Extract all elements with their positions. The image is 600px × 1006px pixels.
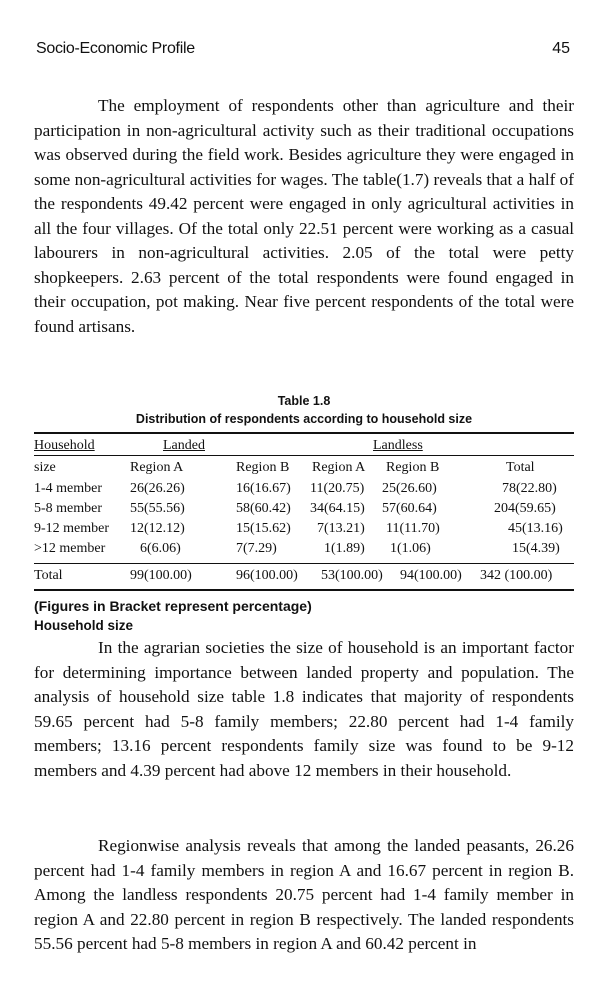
header-rule xyxy=(34,455,574,456)
table-cell-landless-a: 7(13.21) xyxy=(317,521,365,536)
col-header-total: Total xyxy=(506,460,535,475)
table-cell-size: 9-12 member xyxy=(34,521,110,536)
paragraph-text: In the agrarian societies the size of household is an important factor for determining importance between landed property and population. The analysis of household size table 1.8 indicates that majority of respondents 59.65 percent had 5-8 family members; 22.80 percent had 1-4 family members; 13.16 percent respondents family size was found to be 9-12 members and 4.39 percent had above 12 members in their household. xyxy=(34,638,574,780)
table-note: (Figures in Bracket represent percentage) xyxy=(34,598,312,614)
section-heading: Household size xyxy=(34,618,134,633)
table-cell-landed-a: 26(26.26) xyxy=(130,481,185,496)
table-cell-landless-a: 1(1.89) xyxy=(324,541,365,556)
table-cell-landed-a: 6(6.06) xyxy=(140,541,181,556)
paragraph-text: Regionwise analysis reveals that among the landed peasants, 26.26 percent had 1-4 family members in region A and 16.67 percent in region B. Among the landless respondents 20.75 percent had 1-4 family member in region A and 22.80 percent in region B respectively. The landed respondents 55.56 percent had 5-8 members in region A and 60.42 percent in xyxy=(34,836,574,953)
table-cell-size: 1-4 member xyxy=(34,481,103,496)
table-top-rule xyxy=(34,432,574,434)
paragraph-text: The employment of respondents other than agriculture and their participation in non-agricultural activity such as their traditional occupations was observed during the field work. Besides agriculture they were engaged in some non-agricultural activities for wages. The table(1.7) reveals that a half of the respondents 49.42 percent were engaged in only agricultural activities in all the four villages. Of the total only 22.51 percent were working as a casual labourers in non-agricultural activities. 2.05 of the total were petty shopkeepers. 2.63 percent of the total respondents were found engaged in their occupation, pot making. Near five percent respondents of the total were found artisans. xyxy=(34,96,574,336)
col-header-landless: Landless xyxy=(373,438,423,453)
table-cell-landless-a: 11(20.75) xyxy=(310,481,365,496)
table-total-landed-a: 99(100.00) xyxy=(130,568,192,583)
table-bottom-rule xyxy=(34,589,574,591)
table-cell-total: 15(4.39) xyxy=(512,541,560,556)
table-cell-total: 204(59.65) xyxy=(494,501,556,516)
table-cell-landed-a: 12(12.12) xyxy=(130,521,185,536)
table-cell-landless-b: 57(60.64) xyxy=(382,501,437,516)
col-header-size: size xyxy=(34,460,56,475)
page-number: 45 xyxy=(552,40,570,57)
table-cell-landed-b: 16(16.67) xyxy=(236,481,291,496)
table-cell-size: 5-8 member xyxy=(34,501,103,516)
table-number: Table 1.8 xyxy=(277,394,331,408)
paragraph-household-size xyxy=(34,636,574,783)
table-caption xyxy=(34,392,574,428)
table-cell-landed-b: 58(60.42) xyxy=(236,501,291,516)
table-cell-landed-b: 7(7.29) xyxy=(236,541,277,556)
table-total-landless-a: 53(100.00) xyxy=(321,568,383,583)
col-header-household: Household xyxy=(34,438,95,453)
table-cell-landless-b: 25(26.60) xyxy=(382,481,437,496)
table-cell-landless-a: 34(64.15) xyxy=(310,501,365,516)
col-header-landed: Landed xyxy=(163,438,205,453)
table-cell-total: 45(13.16) xyxy=(508,521,563,536)
col-header-landless-region-b: Region B xyxy=(386,460,440,475)
paragraph-regionwise xyxy=(34,834,574,957)
running-title: Socio-Economic Profile xyxy=(36,40,195,57)
table-cell-total: 78(22.80) xyxy=(502,481,557,496)
col-header-landless-region-a: Region A xyxy=(312,460,366,475)
table-cell-landed-a: 55(55.56) xyxy=(130,501,185,516)
table-title: Distribution of respondents according to household size xyxy=(135,412,473,426)
table-cell-landless-b: 1(1.06) xyxy=(390,541,431,556)
running-header xyxy=(36,40,570,64)
paragraph-employment xyxy=(34,94,574,339)
table-cell-landless-b: 11(11.70) xyxy=(386,521,440,536)
table-cell-landed-b: 15(15.62) xyxy=(236,521,291,536)
col-header-landed-region-a: Region A xyxy=(130,460,184,475)
table-total-total: 342 (100.00) xyxy=(480,568,553,583)
col-header-landed-region-b: Region B xyxy=(236,460,290,475)
table-cell-size: >12 member xyxy=(34,541,106,556)
table-total-landed-b: 96(100.00) xyxy=(236,568,298,583)
total-rule xyxy=(34,563,574,564)
table-total-label: Total xyxy=(34,568,63,583)
table-total-landless-b: 94(100.00) xyxy=(400,568,462,583)
